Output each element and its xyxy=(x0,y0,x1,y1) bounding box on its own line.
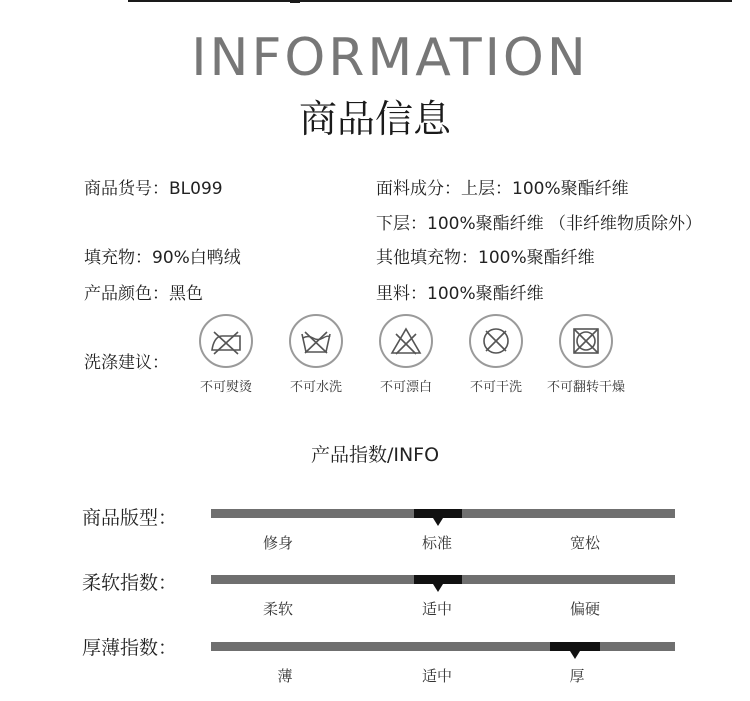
index-marker xyxy=(414,575,462,584)
spec-color: 产品颜色：黑色 xyxy=(84,284,203,304)
index-bar-thickness xyxy=(211,642,675,651)
no-bleach-icon xyxy=(379,314,433,368)
care-item-no-tumble-dry xyxy=(541,314,631,395)
index-tick: 适中 xyxy=(421,600,452,618)
spec-fabric: 面料成分：上层：100%聚酯纤维 xyxy=(376,179,629,199)
care-item-no-dry-clean xyxy=(451,314,541,395)
index-row-label: 柔软指数： xyxy=(82,572,178,594)
top-divider-mark xyxy=(290,0,300,3)
no-dry-clean-icon xyxy=(469,314,523,368)
index-row-label: 商品版型： xyxy=(82,507,178,529)
index-bar-softness xyxy=(211,575,675,584)
care-item-label: 不可水洗 xyxy=(289,380,342,395)
top-divider xyxy=(128,0,732,2)
title-cn: 商品信息 xyxy=(298,97,451,141)
no-tumble-dry-icon xyxy=(559,314,613,368)
care-item-label: 不可熨烫 xyxy=(199,380,252,395)
no-wash-icon xyxy=(289,314,343,368)
index-tick: 标准 xyxy=(421,534,452,552)
index-tick: 偏硬 xyxy=(569,600,600,618)
spec-lining: 里料：100%聚酯纤维 xyxy=(376,284,544,304)
index-row-label: 厚薄指数： xyxy=(82,637,178,659)
index-bar-fit xyxy=(211,509,675,518)
title-en: INFORMATION xyxy=(191,28,589,88)
care-item-label: 不可漂白 xyxy=(379,380,432,395)
index-marker xyxy=(550,642,600,651)
index-marker-arrow xyxy=(433,584,443,592)
care-item-no-bleach xyxy=(361,314,451,395)
index-tick: 薄 xyxy=(277,667,293,685)
index-tick: 柔软 xyxy=(262,600,293,618)
care-item-no-wash xyxy=(271,314,361,395)
spec-item-no: 商品货号：BL099 xyxy=(84,179,223,199)
care-item-label: 不可干洗 xyxy=(469,380,522,395)
index-tick: 厚 xyxy=(569,667,585,685)
index-tick: 宽松 xyxy=(569,534,600,552)
care-item-label: 不可翻转干燥 xyxy=(546,380,625,395)
spec-other-filling: 其他填充物：100%聚酯纤维 xyxy=(376,248,595,268)
spec-filling: 填充物：90%白鸭绒 xyxy=(84,248,241,268)
care-label: 洗涤建议： xyxy=(84,353,169,373)
index-marker-arrow xyxy=(570,651,580,659)
spec-fabric-lower: 下层：100%聚酯纤维 （非纤维物质除外） xyxy=(376,214,703,234)
no-iron-icon xyxy=(199,314,253,368)
index-marker-arrow xyxy=(433,518,443,526)
index-tick: 修身 xyxy=(262,534,293,552)
care-item-no-iron xyxy=(181,314,271,395)
index-marker xyxy=(414,509,462,518)
index-tick: 适中 xyxy=(421,667,452,685)
index-title: 产品指数/INFO xyxy=(310,444,440,466)
